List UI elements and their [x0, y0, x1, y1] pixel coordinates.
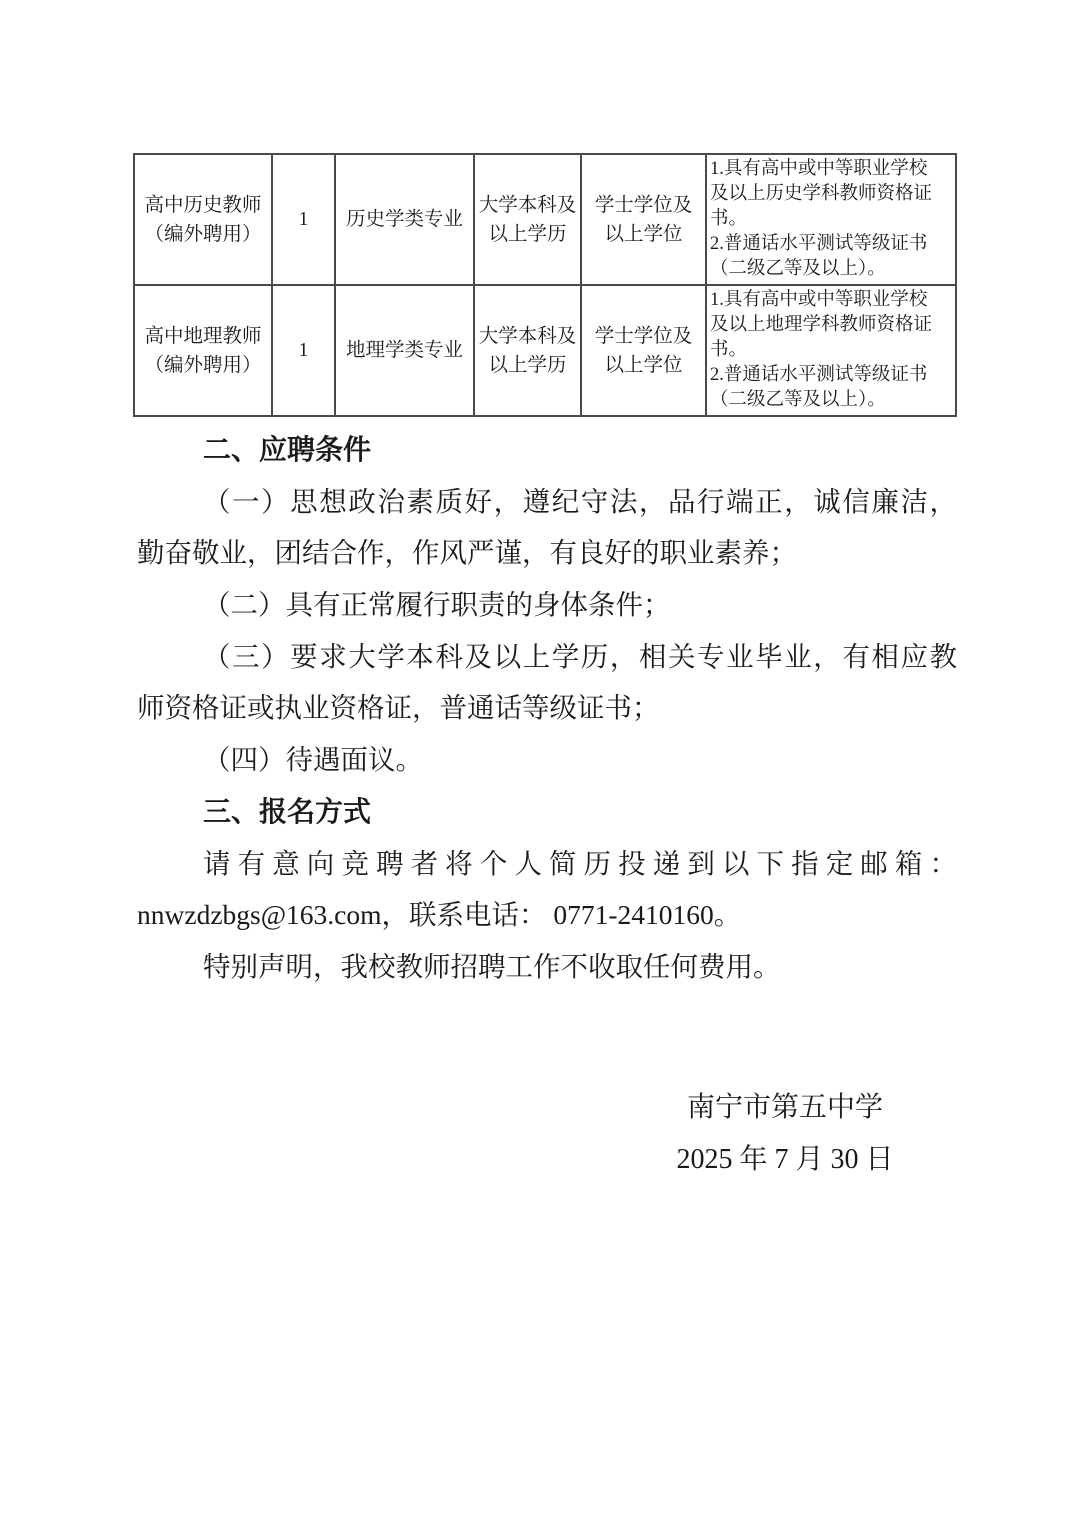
signature-date: 2025 年 7 月 30 日	[676, 1144, 894, 1175]
education-line: 大学本科及	[478, 325, 577, 347]
cell-requirements	[706, 154, 956, 285]
condition-line-6: （四）待遇面议。	[203, 744, 423, 776]
registration-contact-line: nnwzdzbgs@163.com，联系电话： 0771-2410160。	[137, 899, 742, 931]
requirement-line: （二级乙等及以上）。	[710, 390, 886, 410]
requirement-line: 及以上历史学科教师资格证	[710, 184, 933, 204]
cell-position	[134, 285, 272, 416]
requirement-line: 2.普通话水平测试等级证书	[710, 234, 928, 254]
requirement-line: 1.具有高中或中等职业学校	[710, 159, 928, 179]
position-line: （编外聘用）	[144, 223, 262, 245]
count-value: 1	[298, 340, 309, 361]
signature-name: 南宁市第五中学	[686, 1092, 883, 1123]
cell-major	[335, 285, 474, 416]
degree-line: 学士学位及	[594, 194, 693, 216]
count-value: 1	[298, 209, 309, 230]
table-row-geography	[134, 285, 956, 416]
registration-line-1: 请有意向竞聘者将个人简历投递到以下指定邮箱：	[203, 847, 957, 879]
registration-disclaimer-line: 特别声明，我校教师招聘工作不收取任何费用。	[203, 950, 781, 982]
condition-line-4: （三）要求大学本科及以上学历，相关专业毕业，有相应教	[203, 640, 957, 672]
education-line: 以上学历	[488, 223, 567, 245]
cell-degree	[581, 154, 706, 285]
cell-education	[474, 285, 581, 416]
position-line: （编外聘用）	[144, 354, 262, 376]
degree-line: 学士学位及	[594, 325, 693, 347]
position-line: 高中地理教师	[144, 325, 262, 347]
major-value: 历史学类专业	[345, 209, 463, 230]
condition-line-1: （一）思想政治素质好，遵纪守法，品行端正，诚信廉洁，	[203, 485, 957, 517]
cell-requirements	[706, 285, 956, 416]
condition-line-5: 师资格证或执业资格证，普通话等级证书；	[137, 692, 660, 724]
section-heading-conditions: 二、应聘条件	[203, 434, 372, 465]
cell-count	[272, 285, 335, 416]
requirement-line: 1.具有高中或中等职业学校	[710, 290, 928, 310]
education-line: 以上学历	[488, 354, 567, 376]
requirement-line: （二级乙等及以上）。	[710, 259, 886, 279]
cell-position	[134, 154, 272, 285]
signature-block	[620, 1082, 950, 1186]
cell-degree	[581, 285, 706, 416]
section-heading-registration: 三、报名方式	[203, 795, 372, 827]
table-row-history	[134, 154, 956, 285]
position-line: 高中历史教师	[144, 194, 262, 216]
cell-education	[474, 154, 581, 285]
degree-line: 以上学位	[604, 354, 683, 376]
requirement-line: 及以上地理学科教师资格证	[710, 315, 933, 335]
condition-line-2: 勤奋敬业，团结合作，作风严谨，有良好的职业素养；	[137, 537, 797, 569]
condition-line-3: （二）具有正常履行职责的身体条件；	[203, 589, 671, 621]
cell-major	[335, 154, 474, 285]
education-line: 大学本科及	[478, 194, 577, 216]
position-table	[133, 153, 957, 417]
degree-line: 以上学位	[604, 223, 683, 245]
requirement-line: 书。	[710, 340, 748, 360]
cell-count	[272, 154, 335, 285]
requirement-line: 书。	[710, 209, 748, 229]
requirement-line: 2.普通话水平测试等级证书	[710, 365, 928, 385]
document-body	[137, 424, 957, 993]
major-value: 地理学类专业	[345, 340, 463, 361]
